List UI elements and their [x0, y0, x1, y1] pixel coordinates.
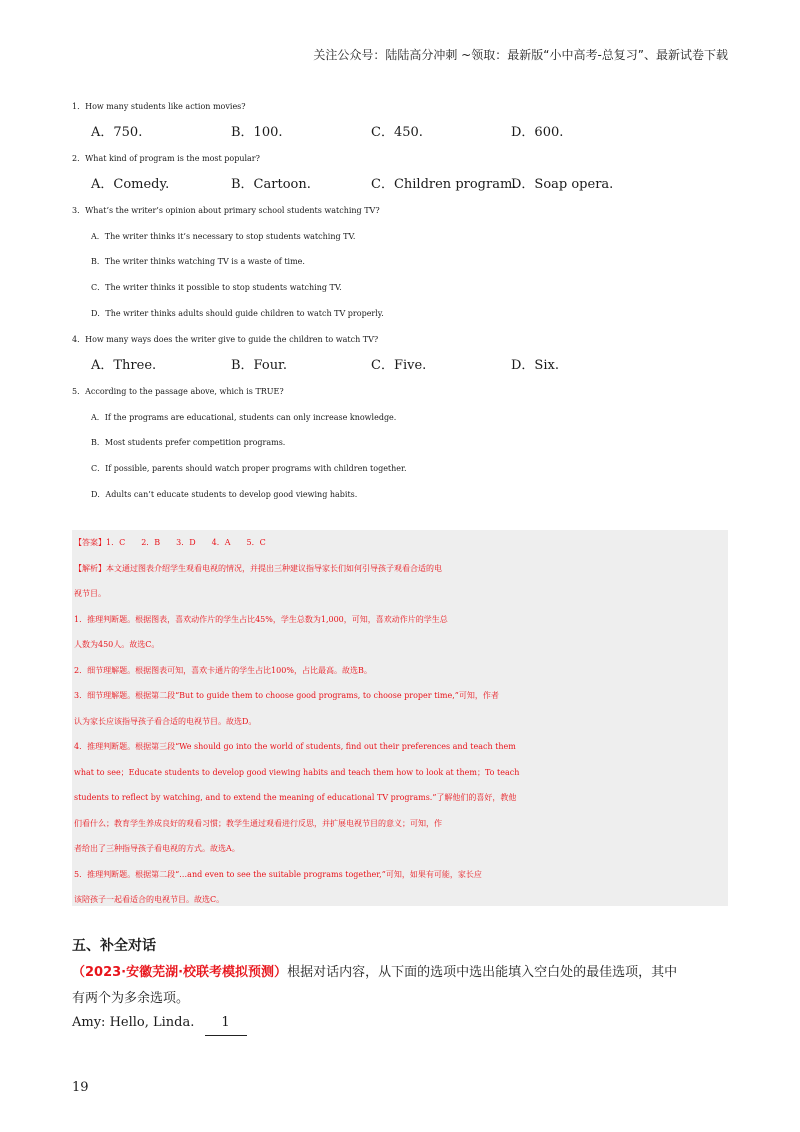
dialog-line	[72, 1011, 247, 1036]
explanation-line: what to see；Educate students to develop good viewing habits and teach them how to look at them；To teach	[74, 767, 520, 777]
answer-option: C．Children program.	[371, 176, 517, 192]
question-list	[72, 94, 728, 508]
answer-option: B．The writer thinks watching TV is a waste of time.	[91, 257, 305, 267]
option-row	[72, 353, 728, 379]
answer-option: A．Three.	[91, 357, 157, 373]
question-stem: 1．How many students like action movies?	[72, 102, 246, 111]
answer-option: B．Four.	[231, 357, 287, 373]
explanation-line: 4．推理判断题。根据第三段“We should go into the world of students, find out their preferences and teach them	[74, 742, 516, 751]
explanation-line: 【解析】本文通过图表介绍学生观看电视的情况，并提出三种建议指导家长们如何引导孩子观看合适的电	[74, 563, 442, 573]
answer-option: C．450.	[371, 125, 423, 140]
option-row	[72, 172, 728, 198]
instruction-text-2: 有两个为多余选项。	[72, 991, 190, 1006]
answer-option: D．The writer thinks adults should guide children to watch TV properly.	[91, 308, 384, 318]
answer-option: D．Soap opera.	[511, 176, 614, 192]
section-title: 五、补全对话	[72, 938, 156, 954]
dialog-text: Amy: Hello, Linda.	[72, 1015, 195, 1030]
question-source: （2023·安徽芜湖·校联考模拟预测）	[72, 965, 288, 980]
question-stem: 5．According to the passage above, which is TRUE?	[72, 386, 284, 396]
explanation-line: 该陪孩子一起看适合的电视节目。故选C。	[74, 895, 225, 904]
question-stem: 4．How many ways does the writer give to guide the children to watch TV?	[72, 334, 379, 344]
answer-option: B．100.	[231, 125, 283, 140]
answer-option: D．600.	[511, 125, 564, 140]
explanation-line: 2．细节理解题。根据图表可知，喜欢卡通片的学生占比100%，占比最高。故选B。	[74, 665, 372, 675]
explanation-line: 人数为450人。故选C。	[74, 640, 160, 649]
explanation-line: 【答案】1．C 2．B 3．D 4．A 5．C	[74, 538, 266, 547]
answer-option: D．Adults can’t educate students to develop good viewing habits.	[91, 489, 358, 499]
explanation-line: 者给出了三种指导孩子看电视的方式。故选A。	[74, 844, 240, 853]
page-header: 关注公众号：陆陆高分冲刺 ~领取：最新版“小中高考-总复习”、最新试卷下载	[313, 48, 728, 62]
answer-option: A．Comedy.	[91, 176, 170, 192]
explanation-line: 5．推理判断题。根据第二段“…and even to see the suitable programs together,”可知，如果有可能，家长应	[74, 869, 482, 879]
explanation-line: 视节目。	[74, 589, 106, 598]
answer-option: A．The writer thinks it’s necessary to stop students watching TV.	[91, 231, 356, 241]
question-stem: 2．What kind of program is the most popular?	[72, 153, 260, 163]
question-stem: 3．What’s the writer’s opinion about primary school students watching TV?	[72, 205, 380, 215]
answer-option: C．If possible, parents should watch proper programs with children together.	[91, 464, 407, 474]
section-instructions	[72, 960, 728, 1012]
answer-option: A．750.	[91, 125, 143, 140]
explanation-line: 3．细节理解题。根据第二段“But to guide them to choose good programs, to choose proper time,”可知，作者	[74, 691, 499, 700]
answer-explanation-box	[72, 530, 728, 906]
answer-option: C．The writer thinks it possible to stop students watching TV.	[91, 283, 342, 293]
page-number: 19	[72, 1080, 89, 1095]
answer-option: B．Most students prefer competition programs.	[91, 438, 286, 448]
answer-option: A．If the programs are educational, students can only increase knowledge.	[91, 412, 397, 422]
answer-option: B．Cartoon.	[231, 176, 311, 192]
answer-blank: 1	[205, 1011, 247, 1036]
explanation-line: students to reflect by watching, and to extend the meaning of educational TV programs.”了解他们的喜好，教他	[74, 793, 517, 802]
instruction-text-1: 根据对话内容，从下面的选项中选出能填入空白处的最佳选项，其中	[287, 965, 678, 980]
answer-option: C．Five.	[371, 357, 427, 373]
explanation-line: 们看什么；教育学生养成良好的观看习惯；教学生通过观看进行反思，并扩展电视节目的意义；可知，作	[74, 818, 442, 828]
option-row	[72, 120, 728, 146]
explanation-line: 1．推理判断题。根据图表，喜欢动作片的学生占比45%，学生总数为1,000，可知，喜欢动作片的学生总	[74, 614, 448, 624]
answer-option: D．Six.	[511, 357, 559, 373]
explanation-line: 认为家长应该指导孩子看合适的电视节目。故选D。	[74, 716, 257, 726]
